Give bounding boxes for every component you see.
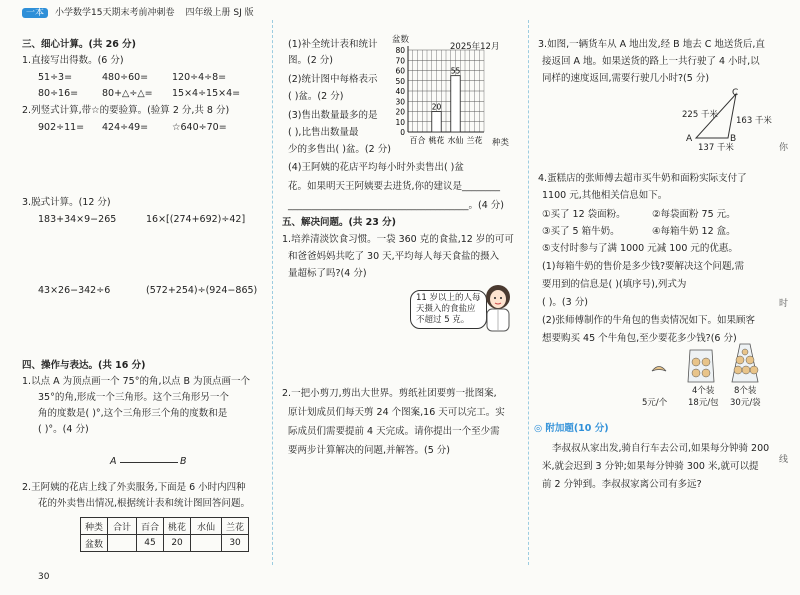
s4q2-line: 花的外卖售出情况,根据统计表和统计图回答问题。 — [38, 498, 251, 509]
q1-title: 1.直接写出得数。(6 分) — [22, 55, 124, 66]
bread-pack-label: 4个装 — [692, 386, 715, 396]
chart-question-3: (3)售出数量最多的是 — [288, 110, 378, 121]
q1-item: 480÷60= — [102, 72, 149, 83]
speech-line: 天摄入的食盐应 — [416, 304, 476, 314]
point-a-label: A — [110, 456, 117, 467]
speech-line: 11 岁以上的人每 — [416, 293, 481, 303]
segment-ab — [120, 462, 178, 463]
p1-line: 量超标了吗?(4 分) — [288, 268, 367, 279]
bread-bag-8-icon — [728, 340, 762, 384]
p3-line: 接返回 A 地。如果送货的路上一共行驶了 4 小时,以 — [542, 56, 760, 67]
chart-bar-label: 55 — [450, 66, 461, 76]
column-divider — [528, 20, 529, 565]
p1-line: 和爸爸妈妈共吃了 30 天,平均每人每天食盐的摄入 — [288, 251, 500, 262]
chart-category-label: 兰花 — [466, 136, 483, 145]
bread-pack-label: 8个装 — [734, 386, 757, 396]
page-number: 30 — [38, 572, 50, 582]
chart-x-axis-label: 种类 — [492, 138, 510, 148]
p4-line: 4.蛋糕店的张师傅去超市买牛奶和面粉实际支付了 — [538, 173, 747, 184]
bonus-line: 米,就会迟到 3 分钟;如果每分钟骑 300 米,就可以提 — [542, 461, 759, 472]
table-row — [81, 535, 249, 552]
p3-line: 同样的速度返回,需要行驶几小时?(5 分) — [542, 73, 710, 84]
bonus-line: 前 2 分钟到。李叔叔家离公司有多远? — [542, 479, 702, 490]
q1-item: 80÷16= — [38, 88, 79, 99]
chart-title: 2025年12月 — [450, 42, 500, 52]
series-title: 小学数学15天期末考前冲刺卷 — [55, 8, 175, 18]
q2-title: 2.列竖式计算,带☆的要验算。(验算 2 分,共 8 分) — [22, 105, 230, 116]
girl-illustration — [478, 283, 518, 335]
chart-bar — [432, 112, 442, 133]
margin-char: 时 — [779, 299, 789, 309]
grade-label: 四年级上册 SJ 版 — [185, 8, 254, 18]
chart-question-3-cont: ( ),比售出数量最 — [288, 127, 359, 138]
p2-line: 原计划成员们每天剪 24 个图案,16 天可以完工。实 — [288, 407, 505, 418]
q2-item: ☆640÷70= — [172, 122, 227, 133]
bread-price: 5元/个 — [642, 398, 668, 408]
p4-line: 1100 元,其他相关信息如下。 — [542, 190, 668, 201]
chart-y-tick-label: 50 — [395, 76, 405, 86]
speech-bubble — [410, 290, 487, 329]
bread-price: 18元/包 — [688, 398, 719, 408]
chart-y-tick-label: 0 — [400, 128, 405, 137]
q2-item: 424÷49= — [102, 122, 149, 133]
p2-line: 际成员们需要提前 4 天完成。请你提出一个至少需 — [288, 426, 500, 437]
triangle-point-a: A — [686, 134, 693, 144]
q1-item: 51÷3= — [38, 72, 73, 83]
single-croissant-icon — [650, 362, 668, 374]
table-cell: 20 — [164, 535, 191, 552]
chart-category-label: 水仙 — [447, 136, 464, 145]
chart-category-label: 桃花 — [428, 136, 445, 145]
q1-item: 15×4÷15×4= — [172, 88, 241, 99]
p4-info: ⑤支付时参与了满 1000 元减 100 元的优惠。 — [542, 243, 738, 254]
q1-item: 120÷4÷8= — [172, 72, 227, 83]
p2-line: 要两步计算解决的问题,并解答。(5 分) — [288, 445, 450, 456]
bonus-line: 李叔叔从家出发,骑自行车去公司,如果每分钟骑 200 — [552, 443, 770, 454]
chart-question-4: (4)王阿姨的花店平均每小时外卖售出( )盆 — [288, 162, 464, 173]
chart-question-1: (1)补全统计表和统计 — [288, 39, 378, 50]
p4-info: ④每箱牛奶 12 盒。 — [652, 226, 736, 237]
section-5-title: 五、解决问题。(共 23 分) — [282, 217, 397, 228]
chart-y-tick-label: 60 — [395, 66, 405, 76]
bonus-title: 附加题(10 分) — [545, 423, 609, 434]
p2-line: 2.一把小剪刀,剪出大世界。剪纸社团要剪一批图案, — [282, 388, 497, 399]
chart-question-2-cont: ( )盆。(2 分) — [288, 91, 344, 102]
distance-ab: 137 千米 — [698, 143, 734, 153]
q3-item: (572+254)÷(924−865) — [146, 285, 258, 296]
s4q1-line: ( )°。(4 分) — [38, 424, 89, 435]
table-header-cell: 水仙 — [191, 518, 222, 535]
table-cell: 45 — [137, 535, 164, 552]
bread-pack-4-icon — [686, 344, 716, 384]
flower-sales-chart — [388, 34, 518, 150]
table-cell-blank — [191, 535, 222, 552]
p3-line: 3.如图,一辆货车从 A 地出发,经 B 地去 C 地送货后,直 — [538, 39, 765, 50]
bonus-icon: ◎ — [534, 423, 543, 434]
chart-y-tick-label: 70 — [395, 56, 405, 66]
speech-line: 不超过 5 克。 — [416, 315, 470, 325]
section-4-title: 四、操作与表达。(共 16 分) — [22, 360, 146, 371]
chart-question-2: (2)统计图中每格表示 — [288, 74, 378, 85]
chart-question-3-cont: 少的多售出( )盆。(2 分) — [288, 144, 391, 155]
chart-y-tick-label: 20 — [395, 107, 405, 117]
p4-sub1-line: 要用到的信息是( )(填序号),列式为 — [542, 279, 687, 290]
distance-bc: 163 千米 — [736, 116, 772, 126]
table-header-cell: 合计 — [108, 518, 137, 535]
s4q1-line: 35°的角,形成一个三角形。这个三角形另一个 — [38, 392, 229, 403]
bread-price: 30元/袋 — [730, 398, 761, 408]
chart-y-tick-label: 40 — [395, 87, 405, 96]
q2-item: 902÷11= — [38, 122, 85, 133]
triangle-point-c: C — [732, 88, 739, 98]
q3-item: 16×[(274+692)÷42] — [146, 214, 246, 225]
s4q1-line: 角的度数是( )°,这个三角形三个角的度数和是 — [38, 408, 228, 419]
table-header-row — [81, 518, 249, 535]
chart-y-tick-label: 30 — [395, 97, 405, 107]
distance-ac: 225 千米 — [682, 110, 718, 120]
margin-char: 线 — [779, 455, 789, 465]
chart-y-tick-label: 10 — [395, 117, 405, 127]
point-b-label: B — [180, 456, 187, 467]
chart-question-4-cont: ______________________________________。(4 分) — [288, 200, 504, 211]
chart-bar — [451, 76, 461, 132]
s4q2-line: 2.王阿姨的花店上线了外卖服务,下面是 6 小时内四种 — [22, 482, 246, 493]
triangle-point-b: B — [730, 134, 737, 144]
p4-sub2-line: (2)张师傅制作的牛角包的售卖情况如下。如果顾客 — [542, 315, 755, 326]
q3-item: 43×26−342÷6 — [38, 285, 111, 296]
chart-y-tick-label: 80 — [395, 46, 405, 55]
column-divider — [272, 20, 273, 565]
chart-category-label: 百合 — [409, 136, 426, 145]
chart-bar-label: 20 — [431, 102, 442, 112]
s4q1-line: 1.以点 A 为顶点画一个 75°的角,以点 B 为顶点画一个 — [22, 376, 251, 387]
series-badge: 一本 — [22, 8, 48, 18]
table-header-cell: 百合 — [137, 518, 164, 535]
margin-char: 你 — [779, 143, 789, 153]
p4-info: ①买了 12 袋面粉。 — [542, 209, 626, 220]
q3-title: 3.脱式计算。(12 分) — [22, 197, 111, 208]
p4-sub1-line: ( )。(3 分) — [542, 297, 588, 308]
chart-y-axis-label: 盆数 — [392, 35, 410, 45]
table-cell: 盆数 — [81, 535, 108, 552]
q3-item: 183+34×9−265 — [38, 214, 117, 225]
table-cell-blank — [108, 535, 137, 552]
p4-sub2-line: 想要购买 45 个牛角包,至少要花多少钱?(6 分) — [542, 333, 737, 344]
bonus-header — [534, 422, 609, 436]
table-header-cell: 桃花 — [164, 518, 191, 535]
p4-info: ③买了 5 箱牛奶。 — [542, 226, 620, 237]
flower-sales-table — [80, 517, 249, 552]
p1-line: 1.培养清淡饮食习惯。一袋 360 克的食盐,12 岁的可可 — [282, 234, 514, 245]
page-header — [22, 6, 254, 20]
section-3-title: 三、细心计算。(共 26 分) — [22, 39, 137, 50]
table-cell: 30 — [222, 535, 249, 552]
chart-question-4-cont: 花。如果明天王阿姨要去进货,你的建议是________ — [288, 181, 501, 192]
chart-question-1-cont: 图。(2 分) — [288, 55, 333, 66]
p4-info: ②每袋面粉 75 元。 — [652, 209, 736, 220]
table-header-cell: 兰花 — [222, 518, 249, 535]
p4-sub1-line: (1)每箱牛奶的售价是多少钱?要解决这个问题,需 — [542, 261, 745, 272]
table-header-cell: 种类 — [81, 518, 108, 535]
q1-item: 80+△÷△= — [102, 88, 153, 99]
